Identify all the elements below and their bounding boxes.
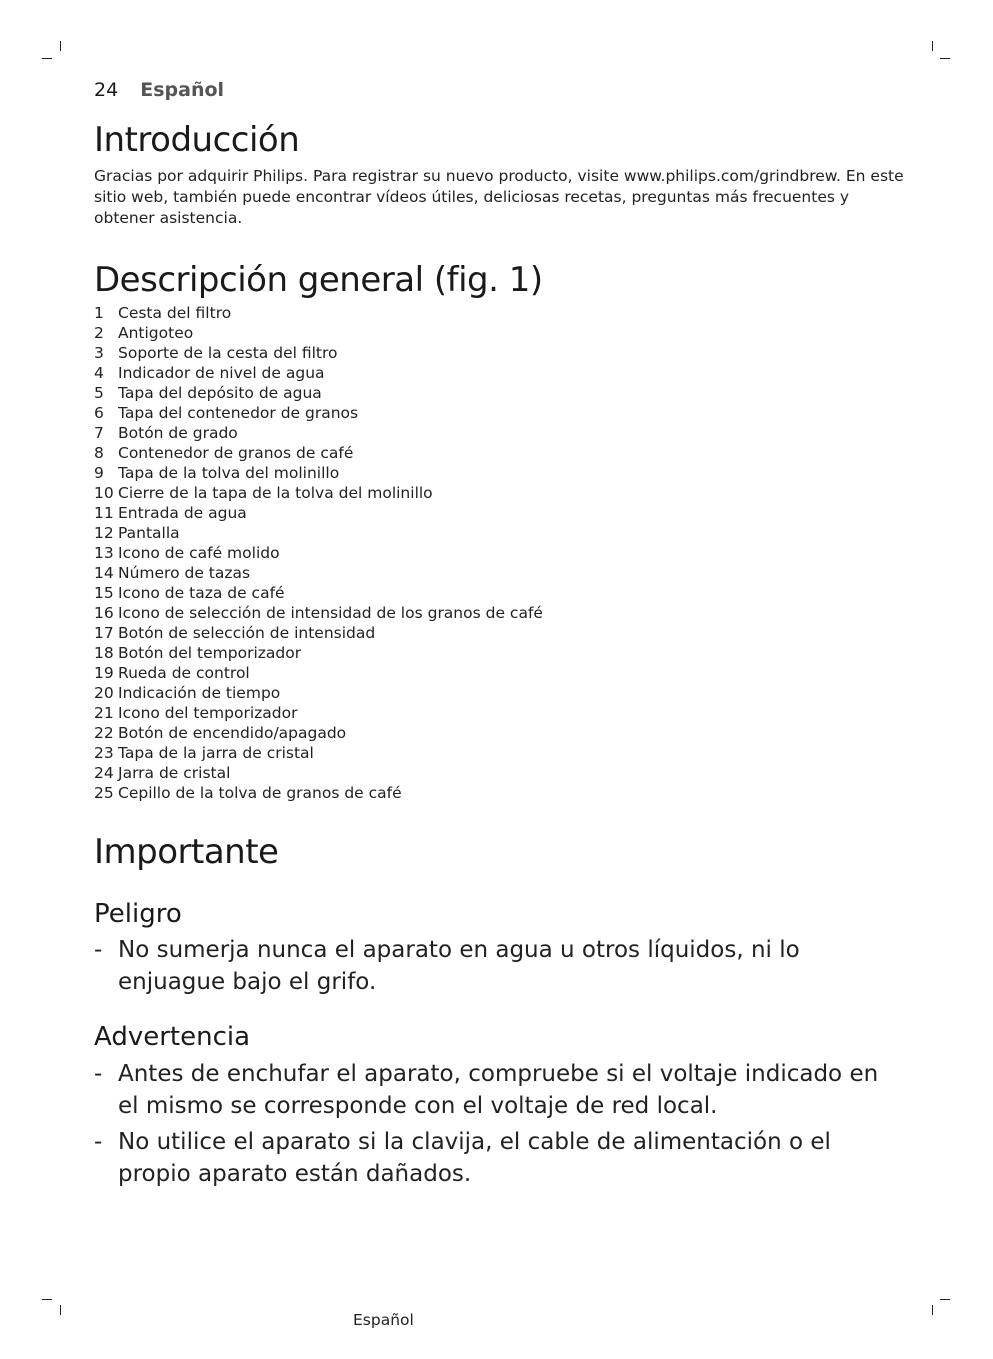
part-number: 11 [94,504,114,522]
warning-text: No sumerja nunca el aparato en agua u otros líquidos, ni lo enjuague bajo el grifo. [118,937,800,995]
crop-mark [42,1299,52,1300]
part-number: 6 [94,404,104,422]
part-item [94,663,543,683]
part-label: Tapa de la jarra de cristal [118,744,314,762]
part-item [94,423,543,443]
part-label: Icono de café molido [118,544,280,562]
intro-title: Introducción [94,120,300,160]
part-item [94,583,543,603]
part-number: 3 [94,344,104,362]
part-number: 24 [94,764,114,782]
part-number: 9 [94,464,104,482]
bullet-dash: - [94,937,103,963]
part-item [94,623,543,643]
intro-text: Gracias por adquirir Philips. Para registrar su nuevo producto, visite www.philips.com/grindbrew. En este sitio web, también puede encontrar vídeos útiles, deliciosas recetas, preguntas más frecuentes y obtener asistencia. [94,167,904,227]
part-number: 18 [94,644,114,662]
part-number: 1 [94,304,104,322]
part-number: 15 [94,584,114,602]
crop-mark [940,1299,950,1300]
part-number: 22 [94,724,114,742]
crop-mark [932,1305,933,1315]
part-label: Antigoteo [118,324,194,342]
crop-mark [940,58,950,59]
part-number: 14 [94,564,114,582]
part-item [94,343,543,363]
part-number: 23 [94,744,114,762]
crop-mark [60,1305,61,1315]
warning-item [94,934,904,998]
part-number: 12 [94,524,114,542]
part-label: Botón del temporizador [118,644,302,662]
page-footer: Español [353,1311,414,1329]
part-item [94,403,543,423]
part-item [94,563,543,583]
part-item [94,783,543,803]
part-label: Pantalla [118,524,180,542]
part-label: Tapa de la tolva del molinillo [118,464,340,482]
part-number: 5 [94,384,104,402]
part-number: 25 [94,784,114,802]
part-label: Número de tazas [118,564,251,582]
part-label: Contenedor de granos de café [118,444,354,462]
bullet-dash: - [94,1061,103,1087]
part-number: 4 [94,364,104,382]
part-label: Botón de selección de intensidad [118,624,376,642]
part-label: Tapa del contenedor de granos [118,404,359,422]
part-item [94,363,543,383]
part-item [94,383,543,403]
part-number: 16 [94,604,114,622]
part-item [94,323,543,343]
overview-title: Descripción general (fig. 1) [94,260,543,300]
part-number: 13 [94,544,114,562]
part-label: Botón de encendido/apagado [118,724,347,742]
important-title: Importante [94,832,279,872]
warning-text: Antes de enchufar el aparato, compruebe si el voltaje indicado en el mismo se corresponde con el voltaje de red local. [118,1061,879,1119]
part-number: 7 [94,424,104,442]
part-item [94,483,543,503]
part-label: Rueda de control [118,664,250,682]
part-label: Entrada de agua [118,504,247,522]
crop-mark [42,58,52,59]
part-number: 21 [94,704,114,722]
part-label: Botón de grado [118,424,238,442]
part-number: 19 [94,664,114,682]
part-number: 2 [94,324,104,342]
part-item [94,723,543,743]
warning-item [94,1126,904,1190]
part-number: 10 [94,484,114,502]
crop-mark [60,41,61,51]
part-label: Soporte de la cesta del filtro [118,344,338,362]
part-item [94,743,543,763]
part-label: Tapa del depósito de agua [118,384,322,402]
part-item [94,703,543,723]
part-label: Indicador de nivel de agua [118,364,325,382]
part-item [94,503,543,523]
part-item [94,443,543,463]
page-number: 24 [94,79,119,101]
part-item [94,523,543,543]
page-header [94,78,224,102]
part-item [94,303,543,323]
part-label: Cepillo de la tolva de granos de café [118,784,402,802]
part-item [94,463,543,483]
warning-title: Advertencia [94,1022,251,1052]
part-number: 8 [94,444,104,462]
part-label: Jarra de cristal [118,764,231,782]
part-label: Icono del temporizador [118,704,298,722]
crop-mark [932,41,933,51]
header-language: Español [140,79,225,101]
danger-title: Peligro [94,899,182,929]
part-item [94,763,543,783]
warning-list [94,1058,904,1194]
parts-list [94,303,543,803]
warning-text: No utilice el aparato si la clavija, el cable de alimentación o el propio aparato están dañados. [118,1129,831,1187]
part-item [94,603,543,623]
part-label: Cesta del filtro [118,304,232,322]
part-label: Indicación de tiempo [118,684,281,702]
danger-list [94,934,904,1002]
part-item [94,543,543,563]
part-item [94,683,543,703]
part-label: Icono de selección de intensidad de los granos de café [118,604,543,622]
part-number: 17 [94,624,114,642]
part-label: Cierre de la tapa de la tolva del molinillo [118,484,433,502]
part-label: Icono de taza de café [118,584,285,602]
part-item [94,643,543,663]
part-number: 20 [94,684,114,702]
bullet-dash: - [94,1129,103,1155]
warning-item [94,1058,904,1122]
